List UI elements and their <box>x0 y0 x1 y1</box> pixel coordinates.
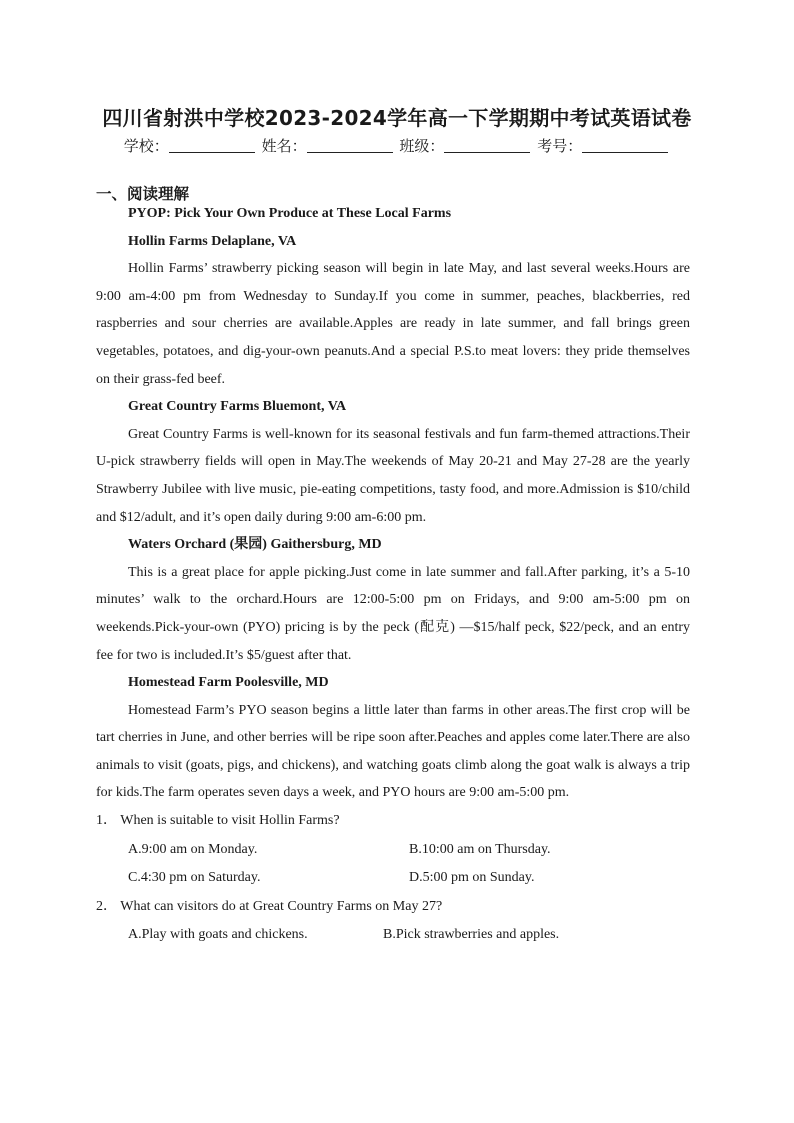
farm-description: Hollin Farms’ strawberry picking season will begin in late May, and last several weeks.Hours are 9:00 am-4:00 pm from Wednesday to Sunday.If you come in summer, peaches, blackberries, red raspberries and sour cherries are available.Apples are ready in late summer, and fall brings green vegetables, potatoes, and dig-your-own peanuts.And a special P.S.to meat lovers: they pride themselves on their grass-fed beef. <box>96 261 690 387</box>
option-b: B.Pick strawberries and apples. <box>383 927 560 943</box>
exam-title: 四川省射洪中学校2023-2024学年高一下学期期中考试英语试卷 <box>102 106 692 130</box>
farm-name: Waters Orchard (果园) Gaithersburg, MD <box>128 537 382 553</box>
option-a: A.9:00 am on Monday. <box>128 841 258 857</box>
farm-name: Hollin Farms Delaplane, VA <box>128 233 297 249</box>
class-label: 班级： <box>399 137 445 155</box>
name-label: 姓名： <box>261 137 307 155</box>
options-row <box>96 921 690 950</box>
question-stem: 2． What can visitors do at Great Country Farms on May 27? <box>96 898 443 914</box>
school-label: 学校： <box>123 137 169 155</box>
option-d: D.5:00 pm on Sunday. <box>409 870 535 886</box>
name-blank <box>307 138 393 153</box>
question-stem: 1． When is suitable to visit Hollin Farms? <box>96 813 340 829</box>
exam-number-blank <box>582 138 668 153</box>
school-blank <box>169 138 255 153</box>
option-c: C.4:30 pm on Saturday. <box>128 870 261 886</box>
options-row <box>96 864 690 893</box>
exam-number-label: 考号： <box>537 137 583 155</box>
option-b: B.10:00 am on Thursday. <box>409 841 551 857</box>
option-a: A.Play with goats and chickens. <box>128 927 308 943</box>
section-heading: 一、阅读理解 <box>96 185 190 203</box>
farm-description: This is a great place for apple picking.Just come in late summer and fall.After parking, it’s a 5-10 minutes’ walk to the orchard.Hours are 12:00-5:00 pm on Fridays, and 9:00 am-5:00 pm on weekends.Pick-your-own (PYO) pricing is by the peck (配克) —$15/half peck, $22/peck, and an entry fee for two is included.It’s $5/guest after that. <box>96 564 690 663</box>
farm-name: Homestead Farm Poolesville, MD <box>128 675 329 691</box>
farm-description: Great Country Farms is well-known for its seasonal festivals and fun farm-themed attractions.Their U-pick strawberry fields will open in May.The weekends of May 20-21 and May 27-28 are the yearly Strawberry Jubilee with live music, pie-eating competitions, tasty food, and more.Admission is $10/child and $12/adult, and it’s open daily during 9:00 am-6:00 pm. <box>96 426 690 525</box>
farm-description: Homestead Farm’s PYO season begins a little later than farms in other areas.The first crop will be tart cherries in June, and other berries will be ripe soon after.Peaches and apples come later.There are also animals to visit (goats, pigs, and chickens), and watching goats climb along the goat walk is always a trip for kids.The farm operates seven days a week, and PYO hours are 9:00 am-5:00 pm. <box>96 702 690 801</box>
farm-name: Great Country Farms Bluemont, VA <box>128 399 347 415</box>
passage-title: PYOP: Pick Your Own Produce at These Local Farms <box>128 206 452 221</box>
student-info-line <box>0 135 794 156</box>
class-blank <box>444 138 530 153</box>
options-row <box>96 836 690 865</box>
reading-passage <box>96 200 690 950</box>
